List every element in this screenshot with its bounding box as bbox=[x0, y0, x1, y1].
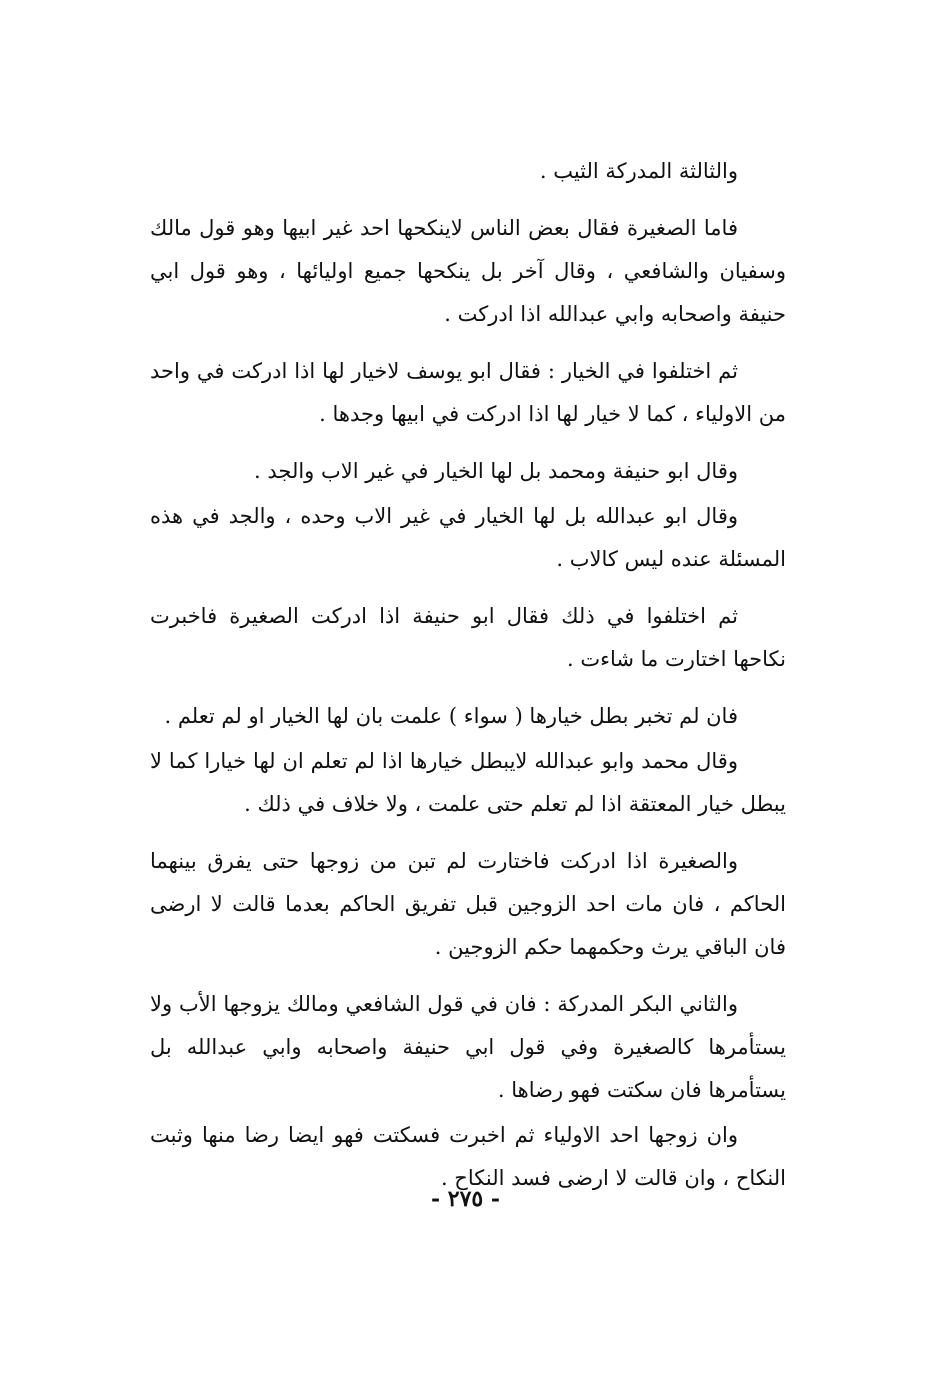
paragraph-5: وقال ابو عبدالله بل لها الخيار في غير الاب وحده ، والجد في هذه المسئلة عنده ليس كالاب . bbox=[150, 504, 786, 571]
paragraph-1: والثالثة المدركة الثيب . bbox=[539, 159, 738, 183]
page-number: - ٢٧٥ - bbox=[430, 1186, 501, 1212]
paragraph-8: وقال محمد وابو عبدالله لايبطل خيارها اذا لم تعلم ان لها خيارا كما لا يبطل خيار المعتقة اذا لم تعلم حتى علمت ، ولا خلاف في ذلك . bbox=[150, 749, 786, 816]
paragraph-9: والصغيرة اذا ادركت فاختارت لم تبن من زوجها حتى يفرق بينهما الحاكم ، فان مات احد الزوجين قبل تفريق الحاكم بعدما قالت لا ارضى فان الباقي يرث وحكمهما حكم الزوجين . bbox=[150, 849, 786, 959]
paragraph-10: والثاني البكر المدركة : فان في قول الشافعي ومالك يزوجها الأب ولا يستأمرها كالصغيرة وفي قول ابي حنيفة واصحابه وابي عبدالله بل يستأمرها فان سكتت فهو رضاها . bbox=[150, 992, 786, 1102]
paragraph-11: وان زوجها احد الاولياء ثم اخبرت فسكتت فهو ايضا رضا منها وثبت النكاح ، وان قالت لا ارضى فسد النكاح . bbox=[150, 1123, 786, 1190]
paragraph-7: فان لم تخبر بطل خيارها ( سواء ) علمت بان لها الخيار او لم تعلم . bbox=[164, 704, 738, 728]
paragraph-6: ثم اختلفوا في ذلك فقال ابو حنيفة اذا ادركت الصغيرة فاخبرت نكاحها اختارت ما شاءت . bbox=[150, 604, 786, 671]
paragraph-2: فاما الصغيرة فقال بعض الناس لاينكحها احد غير ابيها وهو قول مالك وسفيان والشافعي ، وقال آخر بل ينكحها جميع اوليائها ، وهو قول ابي حنيفة واصحابه وابي عبدالله اذا ادركت . bbox=[150, 216, 786, 326]
paragraph-3: ثم اختلفوا في الخيار : فقال ابو يوسف لاخيار لها اذا ادركت في واحد من الاولياء ، كما لا خيار لها اذا ادركت في ابيها وجدها . bbox=[150, 359, 786, 426]
paragraph-4: وقال ابو حنيفة ومحمد بل لها الخيار في غير الاب والجد . bbox=[254, 459, 738, 483]
body-text bbox=[150, 150, 786, 1200]
